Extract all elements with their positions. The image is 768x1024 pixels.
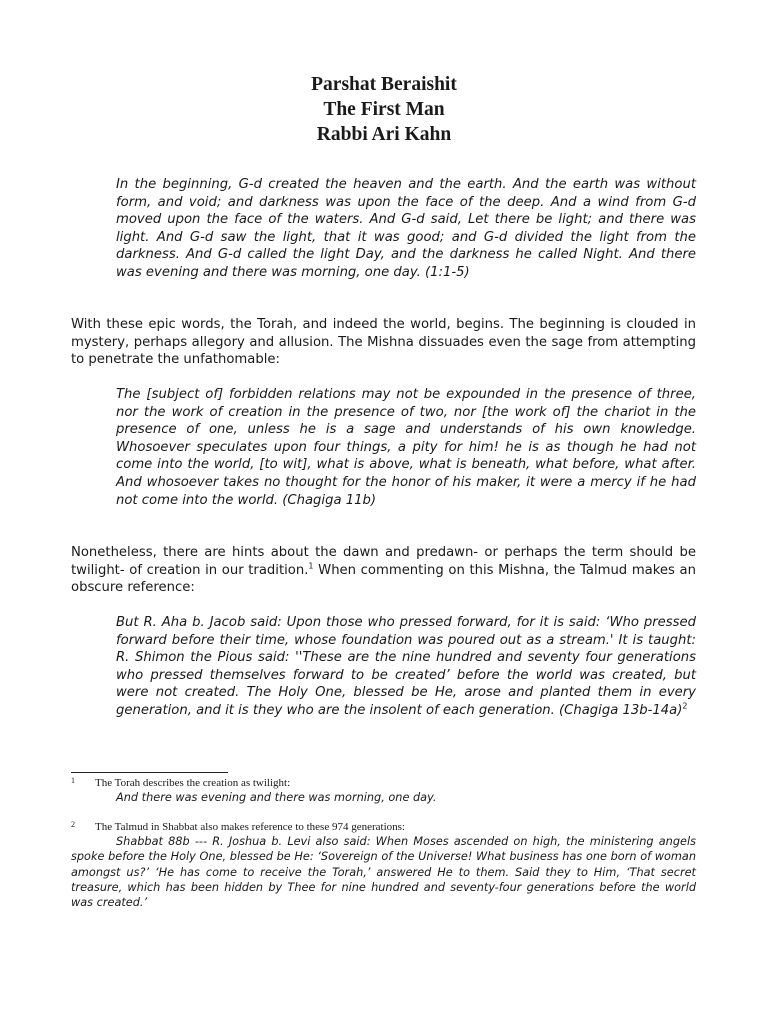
page-subtitle: The First Man xyxy=(323,99,445,120)
footnote-1 xyxy=(71,776,696,805)
block-quote-mishna: The [subject of] forbidden relations may not be expounded in the presence of three, nor the work of creation in the presence of two, nor [the work of] the chariot in the presence of one, unless he is a sage and understands of his own knowledge. Whosoever speculates upon four things, a pity for him! he is as though he had not come into the world, [to wit], what is above, what is beneath, what before, what after. And whosoever takes no thought for the honor of his maker, it were a mercy if he had not come into the world. (Chagiga 11b) xyxy=(116,387,696,508)
footnote-separator xyxy=(71,772,228,773)
block-quote-talmud xyxy=(116,614,696,720)
page-title: Parshat Beraishit xyxy=(311,74,457,95)
footnote-2 xyxy=(71,820,696,910)
paragraph-text-after-ref: When commenting on this Mishna, the Talmud makes an obscure reference: xyxy=(71,562,696,596)
footnote-number: 2 xyxy=(71,820,75,829)
body-paragraph-twilight xyxy=(71,544,696,597)
footnote-quote: Shabbat 88b --- R. Joshua b. Levi also said: When Moses ascended on high, the ministering angels spoke before the Holy One, blessed be He: ‘Sovereign of the Universe! What business has one born of woman amongst us?’ ‘He has come to receive the Torah,’ answered He to them. Said they to Him, ‘That secret treasure, which has been hidden by Thee for nine hundred and seventy-four generations before the world was created.’ xyxy=(71,835,696,910)
footnote-ref-1[interactable]: 1 xyxy=(308,561,314,571)
block-quote-genesis: In the beginning, G-d created the heaven and the earth. And the earth was without form, and void; and darkness was upon the face of the deep. And a wind from G-d moved upon the face of the waters. And G-d said, Let there be light; and there was light. And G-d saw the light, that it was good; and G-d divided the light from the darkness. And G-d called the light Day, and the darkness he called Night. And there was evening and there was morning, one day. (1:1-5) xyxy=(116,177,696,280)
footnote-quote: And there was evening and there was morning, one day. xyxy=(116,791,437,804)
footnote-lead-text: The Talmud in Shabbat also makes reference to these 974 generations: xyxy=(95,821,405,833)
footnote-lead-text: The Torah describes the creation as twilight: xyxy=(95,777,291,789)
footnote-number: 1 xyxy=(71,776,75,785)
title-block xyxy=(0,72,768,147)
author-name: Rabbi Ari Kahn xyxy=(316,124,452,145)
footnote-ref-2[interactable]: 2 xyxy=(682,701,688,711)
body-paragraph-intro: With these epic words, the Torah, and indeed the world, begins. The beginning is clouded in mystery, perhaps allegory and allusion. The Mishna dissuades even the sage from attempting to penetrate the unfathomable: xyxy=(71,317,696,368)
quote-text: But R. Aha b. Jacob said: Upon those who pressed forward, for it is said: ‘Who pressed forward before their time, whose foundation was poured out as a stream.' It is taught: R. Shimon the Pious said: ''These are the nine hundred and seventy four generations who pressed themselves forward to be created’ before the world was created, but were not created. The Holy One, blessed be He, arose and planted them in every generation, and it is they who are the insolent of each generation. (Chagiga 13b-14a) xyxy=(116,615,696,718)
paragraph-text-before-ref: Nonetheless, there are hints about the dawn and predawn- or perhaps the term should be twilight- of creation in our tradition. xyxy=(71,545,696,578)
